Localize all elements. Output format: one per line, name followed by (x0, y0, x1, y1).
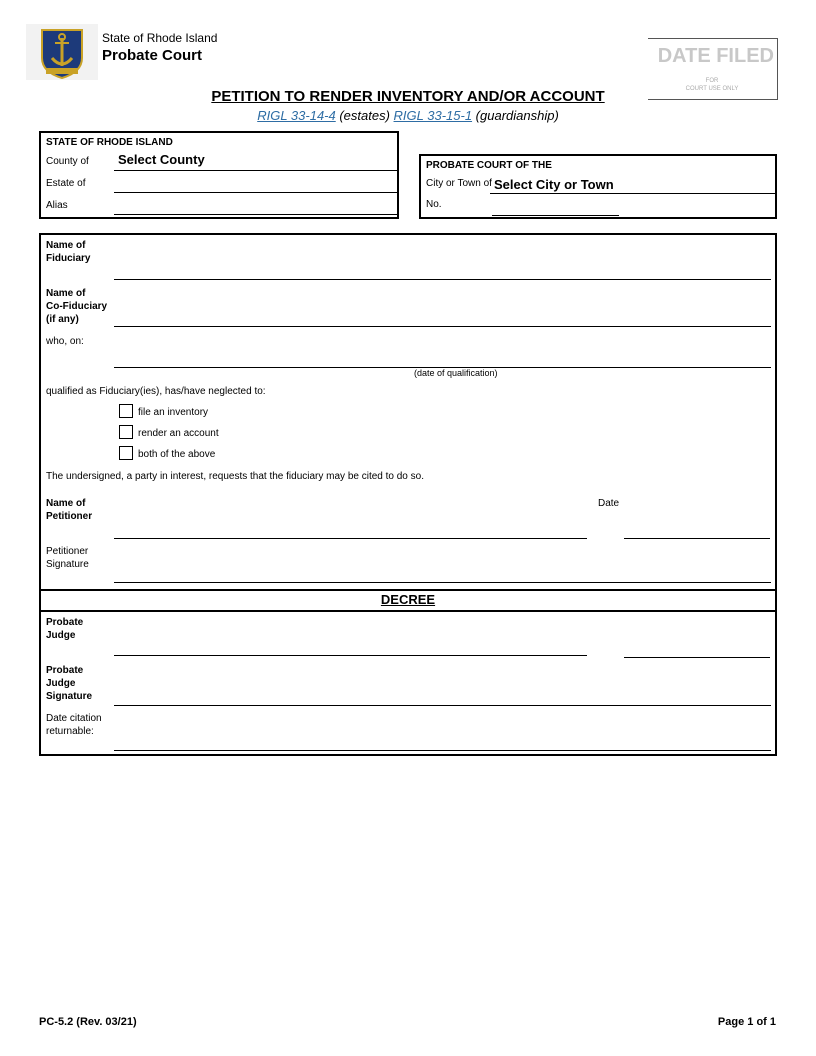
page-number: Page 1 of 1 (717, 1016, 776, 1028)
rhode-island-seal-logo (26, 24, 98, 80)
qualified-text: qualified as Fiduciary(ies), has/have neglected to: (46, 386, 266, 397)
case-no-input[interactable] (492, 215, 619, 216)
court-name: Probate Court (102, 47, 203, 64)
estates-text: (estates) (335, 108, 394, 123)
county-line (114, 170, 397, 171)
file-inventory-label: file an inventory (138, 407, 209, 418)
alias-input[interactable] (114, 214, 397, 215)
co-fiduciary-label: Name of Co-Fiduciary (if any) (46, 288, 108, 325)
petitioner-signature-input[interactable] (114, 582, 771, 583)
estate-label: Estate of (46, 178, 86, 189)
decree-divider-bottom (41, 610, 775, 612)
city-select[interactable]: Select City or Town (494, 177, 614, 192)
undersigned-text: The undersigned, a party in interest, requests that the fiduciary may be cited to do so. (46, 471, 424, 482)
county-label: County of (46, 156, 89, 167)
petition-date-input[interactable] (624, 538, 770, 539)
state-info-box (39, 131, 399, 219)
date-citation-input[interactable] (114, 750, 771, 751)
date-citation-label: Date citation returnable: (46, 713, 102, 737)
court-use-only-label: COURT USE ONLY (685, 86, 739, 92)
who-on-label: who, on: (46, 336, 84, 347)
state-heading: STATE OF RHODE ISLAND (46, 137, 173, 148)
probate-court-box (419, 154, 777, 219)
co-fiduciary-input[interactable] (114, 326, 771, 327)
date-label: Date (598, 498, 620, 509)
date-qualification-caption: (date of qualification) (414, 368, 498, 378)
rigl-33-15-1-link[interactable]: RIGL 33-15-1 (393, 108, 473, 123)
probate-judge-input[interactable] (114, 655, 587, 656)
probate-judge-label: Probate Judge (46, 617, 84, 641)
city-line (490, 193, 775, 194)
decree-date-input[interactable] (624, 657, 770, 658)
city-label: City or Town of (426, 178, 492, 189)
petitioner-label: Name of Petitioner (46, 498, 93, 522)
for-label: FOR (705, 78, 719, 84)
estate-input[interactable] (114, 192, 397, 193)
form-number: PC-5.2 (Rev. 03/21) (39, 1016, 137, 1028)
petition-form (39, 233, 777, 756)
fiduciary-input[interactable] (114, 279, 771, 280)
petitioner-name-input[interactable] (114, 538, 587, 539)
rigl-33-14-4-link[interactable]: RIGL 33-14-4 (257, 108, 336, 123)
render-account-checkbox[interactable] (119, 425, 133, 439)
guardianship-text: (guardianship) (472, 108, 559, 123)
fiduciary-label: Name of Fiduciary (46, 240, 91, 264)
both-label: both of the above (138, 449, 216, 460)
statute-references (0, 108, 816, 123)
judge-signature-label: Probate Judge Signature (46, 665, 93, 702)
case-no-label: No. (426, 199, 442, 210)
alias-label: Alias (46, 200, 68, 211)
both-checkbox[interactable] (119, 446, 133, 460)
state-name: State of Rhode Island (102, 31, 218, 45)
petitioner-signature-label: Petitioner Signature (46, 546, 89, 570)
decree-title: DECREE (380, 592, 436, 607)
render-account-label: render an account (138, 428, 219, 439)
judge-signature-input[interactable] (114, 705, 771, 706)
probate-court-heading: PROBATE COURT OF THE (426, 160, 552, 171)
file-inventory-checkbox[interactable] (119, 404, 133, 418)
date-filed-label: DATE FILED (657, 45, 774, 67)
county-select[interactable]: Select County (118, 152, 205, 167)
page-title: PETITION TO RENDER INVENTORY AND/OR ACCOUNT (211, 88, 605, 105)
decree-divider-top (41, 589, 775, 591)
